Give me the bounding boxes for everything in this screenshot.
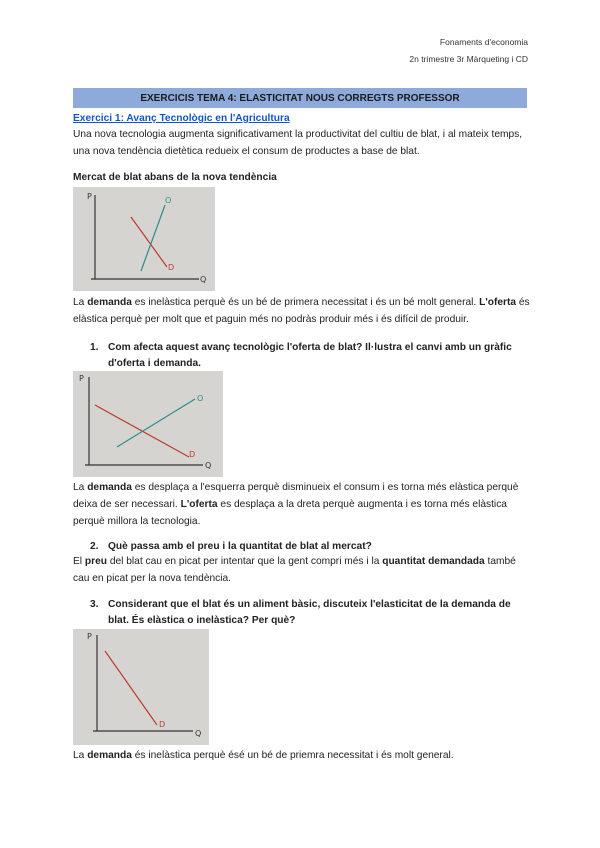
q2-answer: El preu del blat cau en picat per intentar que la gent compri més i la quantitat demandada també cau en picat per la nova tendència. — [73, 556, 516, 584]
q1-answer: La demanda es desplaça a l'esquerra perquè disminueix el consum i es torna més elàstica perquè deixa de ser necessari. L'oferta es desplaça a la dreta perquè augmenta i es torna més elàstica perquè millora la tecnologia. — [73, 482, 519, 527]
graph-q1 — [73, 371, 223, 477]
supply-label: O — [197, 394, 204, 403]
section-title: Mercat de blat abans de la nova tendència — [73, 172, 277, 183]
exercise-link[interactable]: Exercici 1: Avanç Tecnològic en l'Agricultura — [73, 113, 290, 124]
graph-axis-p: P — [87, 632, 92, 641]
section1-paragraph: La demanda es inelàstica perquè és un bé de primera necessitat i és un bé molt general. L'oferta és elàstica perquè per molt que et paguin més no podràs produir més i és difícil de produir. — [73, 297, 530, 325]
demand-label: D — [168, 263, 175, 272]
course-term: 2n trimestre 3r Màrqueting i CD — [409, 54, 528, 64]
demand-label: D — [159, 720, 166, 729]
exercise-heading — [73, 110, 535, 127]
graph-axis-q: Q — [195, 729, 202, 738]
question-3: 3. Considerant que el blat és un aliment bàsic, discuteix l'elasticitat de la demanda de blat. És elàstica o inelàstica? Per què? — [90, 599, 511, 626]
demand-label: D — [189, 450, 196, 459]
graph-axis-q: Q — [205, 461, 212, 470]
graph-initial-market — [73, 187, 215, 291]
course-name: Fonaments d'economia — [439, 37, 528, 47]
graph-axis-p: P — [87, 192, 92, 201]
graph-axis-p: P — [79, 374, 84, 383]
graph-axis-q: Q — [200, 275, 207, 284]
q3-answer: La demanda és inelàstica perquè ésé un bé de priemra necessitat i és molt general. — [73, 750, 454, 761]
exercise-intro: Una nova tecnologia augmenta significativament la productivitat del cultiu de blat, i al mateix temps, una nova tendència dietètica redueix el consum de productes a base de blat. — [73, 129, 523, 157]
page-header — [409, 34, 528, 68]
supply-label: O — [165, 196, 172, 205]
title-banner: EXERCICIS TEMA 4: ELASTICITAT NOUS CORREGTS PROFESSOR — [73, 88, 527, 108]
question-2: 2. Què passa amb el preu i la quantitat de blat al mercat? — [90, 541, 372, 552]
question-1: 1. Com afecta aquest avanç tecnològic l'oferta de blat? Il·lustra el canvi amb un gràfic d'oferta i demanda. — [90, 342, 512, 369]
graph-q3 — [73, 629, 209, 745]
